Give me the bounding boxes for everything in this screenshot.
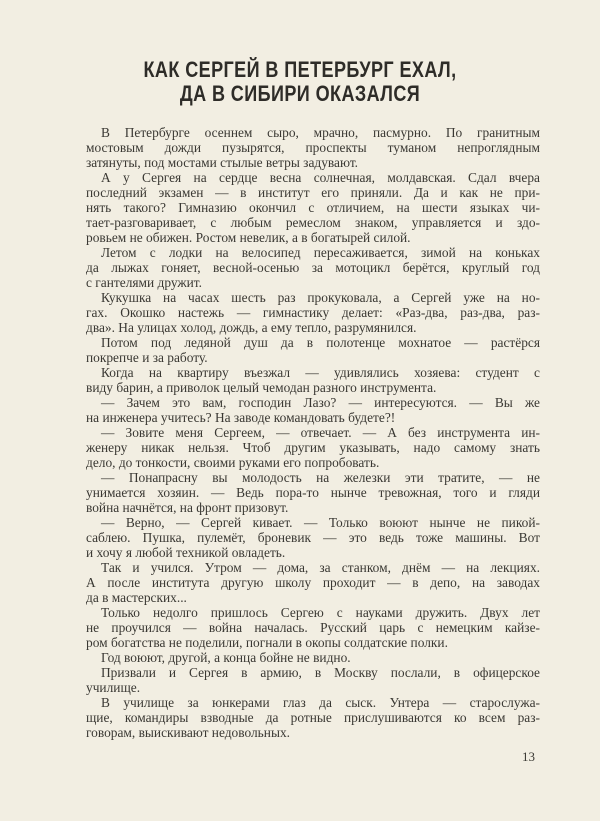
text-line: В училище за юнкерами глаз да сыск. Унтера — старослужа- (101, 695, 540, 710)
text-line: ром богатства не поделили, погнали в окопы солдатские полки. (86, 635, 448, 650)
chapter-title-line: КАК СЕРГЕЙ В ПЕТЕРБУРГ ЕХАЛ, (143, 57, 457, 82)
paragraph (86, 365, 540, 395)
text-line: женеру никак нельзя. Чтоб другим указывать, надо самому знать (86, 440, 540, 455)
chapter-title-line: ДА В СИБИРИ ОКАЗАЛСЯ (179, 81, 421, 106)
text-line: — Зовите меня Сергеем, — отвечает. — А без инструмента ин- (101, 425, 540, 440)
text-line: война начнётся, на фронт призовут. (86, 500, 289, 515)
text-line: училище. (86, 680, 141, 695)
text-line: Год воюют, другой, а конца бойне не видно. (101, 650, 351, 665)
text-line: тает-разговаривает, с любым ремеслом знаком, управляется и здо- (86, 215, 540, 230)
text-line: покрепче и за работу. (86, 350, 208, 365)
text-line: Когда на квартиру въезжал — удивлялись хозяева: студент с (101, 365, 540, 380)
text-line: Потом под ледяной душ да в полотенце мохнатое — растёрся (101, 335, 540, 350)
paragraph (86, 515, 540, 560)
paragraph (86, 470, 540, 515)
text-line: Только недолго пришлось Сергею с науками дружить. Двух лет (101, 605, 540, 620)
text-line: А у Сергея на сердце весна солнечная, молдавская. Сдал вчера (101, 170, 540, 185)
text-line: Кукушка на часах шесть раз прокуковала, а Сергей уже на но- (101, 290, 540, 305)
paragraph (86, 695, 540, 740)
text-line: последний экзамен — в институт его приняли. Да и как не при- (86, 185, 540, 200)
body-text (86, 125, 540, 740)
page-number: 13 (522, 749, 535, 764)
paragraph (86, 290, 540, 335)
paragraph (86, 650, 540, 665)
text-line: дело, до тонкости, своими руками его попробовать. (86, 455, 380, 470)
chapter-title (0, 58, 600, 106)
text-line: на инженера учитесь? На заводе командовать будете?! (86, 410, 396, 425)
text-line: нять такого? Гимназию окончил с отличием, на шести языках чи- (86, 200, 540, 215)
paragraph (86, 125, 540, 170)
text-line: гах. Окошко настежь — гимнастику делает: «Раз-два, раз-два, раз- (86, 305, 540, 320)
text-line: — Зачем это вам, господин Лазо? — интересуются. — Вы же (101, 395, 540, 410)
text-line: саблею. Пушка, пулемёт, броневик — это ведь тоже машины. Вот (86, 530, 540, 545)
text-line: В Петербурге осеннем сыро, мрачно, пасмурно. По гранитным (101, 125, 540, 140)
text-line: — Понапрасну вы молодость на железки эти тратите, — не (101, 470, 540, 485)
text-line: унимается хозяин. — Ведь пора-то нынче тревожная, того и гляди (86, 485, 540, 500)
paragraph (86, 245, 540, 290)
paragraph (86, 335, 540, 365)
text-line: и хочу я любой техникой овладеть. (86, 545, 286, 560)
text-line: с гантелями дружит. (86, 275, 202, 290)
text-line: щие, командиры взводные да ротные прислушиваются ко всем раз- (86, 710, 540, 725)
text-line: не проучился — война началась. Русский царь с немецким кайзе- (86, 620, 540, 635)
paragraph (86, 605, 540, 650)
text-line: мостовым дожди пузырятся, проспекты туманом непроглядным (86, 140, 540, 155)
paragraph (86, 170, 540, 245)
text-line: виду барин, а приволок целый чемодан разного инструмента. (86, 380, 437, 395)
text-line: А после института другую школу проходит — в депо, на заводах (86, 575, 540, 590)
text-line: Летом с лодки на велосипед пересаживается, зимой на коньках (101, 245, 540, 260)
paragraph (86, 425, 540, 470)
text-line: Так и учился. Утром — дома, за станком, днём — на лекциях. (101, 560, 540, 575)
text-line: Призвали и Сергея в армию, в Москву послали, в офицерское (101, 665, 540, 680)
text-line: говорам, выискивают недовольных. (86, 725, 290, 740)
text-line: затянуты, под мостами стылые ветры задувают. (86, 155, 359, 170)
text-line: — Верно, — Сергей кивает. — Только воюют нынче не пикой- (101, 515, 540, 530)
paragraph (86, 560, 540, 605)
text-line: да лыжах гоняет, весной-осенью за мотоцикл берётся, круглый год (86, 260, 540, 275)
text-line: да в мастерских... (86, 590, 187, 605)
text-line: ровьем не обижен. Ростом невелик, а в богатырей силой. (86, 230, 411, 245)
text-line: два». На улицах холод, дождь, а ему тепло, разрумянился. (86, 320, 417, 335)
paragraph (86, 395, 540, 425)
paragraph (86, 665, 540, 695)
